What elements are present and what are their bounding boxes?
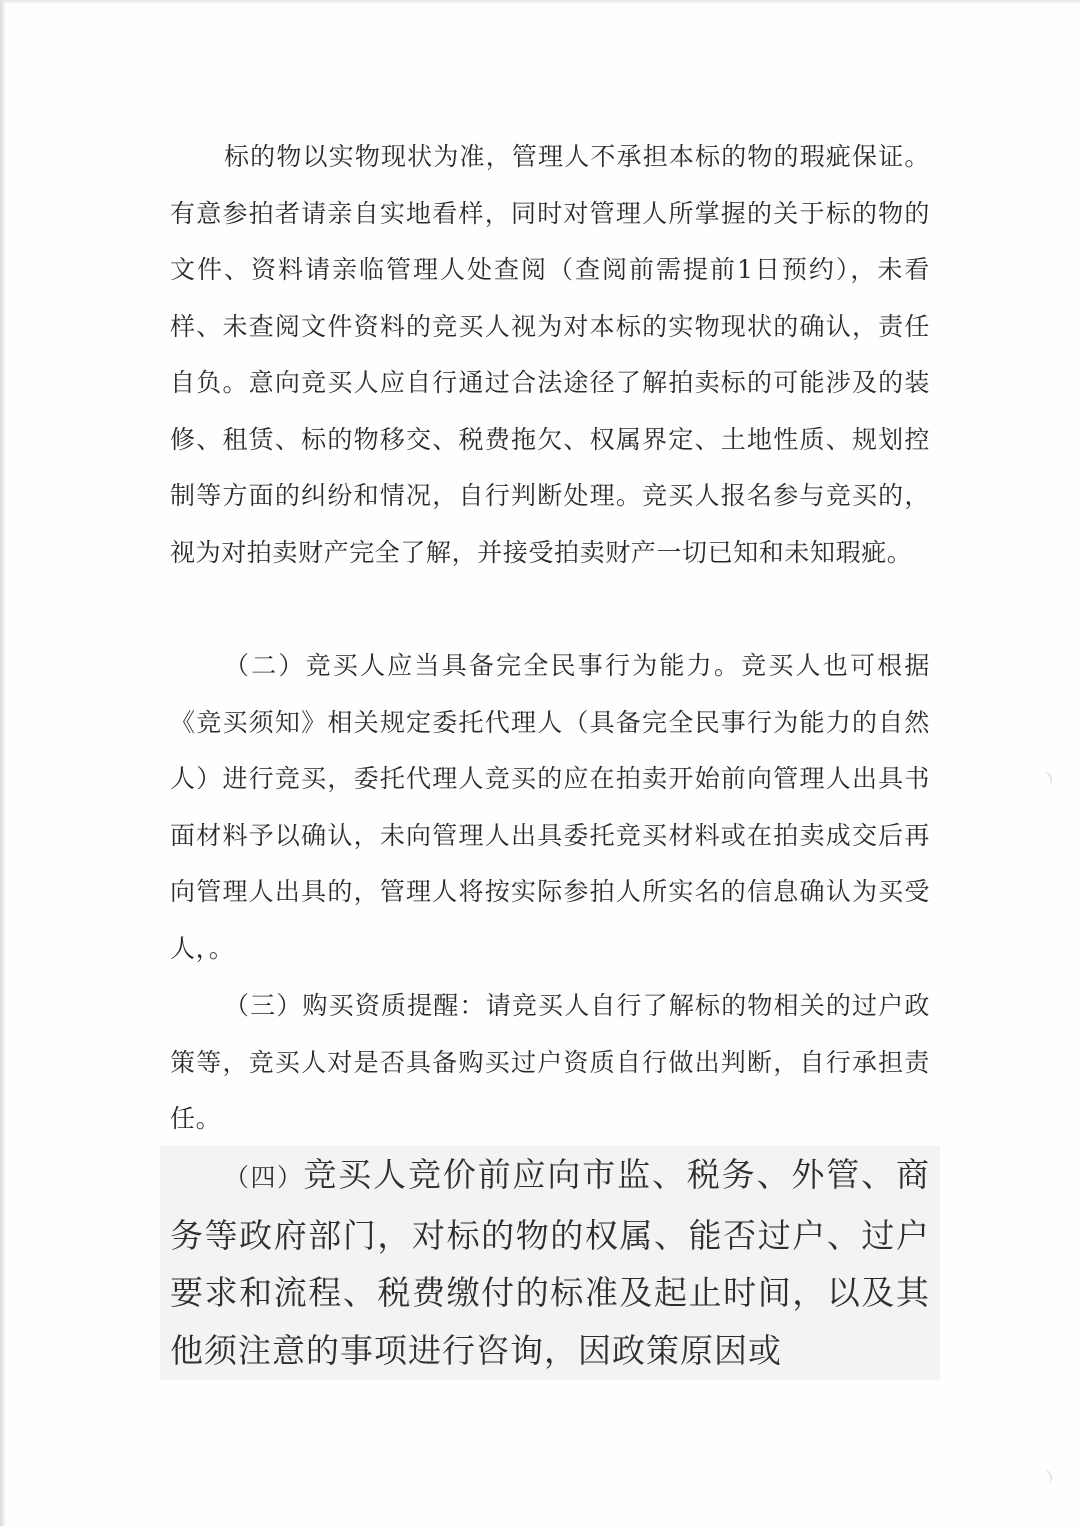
- paragraph-4-body: 竞买人竞价前应向市监、税务、外管、商务等政府部门，对标的物的权属、能否过户、过户要求和流程、税费缴付的标准及起止时间，以及其他须注意的事项进行咨询，因政策原因或: [170, 1155, 930, 1370]
- paragraph-4: [170, 1146, 930, 1379]
- paragraph-3-block: [170, 978, 930, 1148]
- paragraph-1: 标的物以实物现状为准，管理人不承担本标的物的瑕疵保证。有意参拍者请亲自实地看样，同时对管理人所掌握的关于标的物的文件、资料请亲临管理人处查阅（查阅前需提前1日预约），未看样、未查阅文件资料的竞买人视为对本标的实物现状的确认，责任自负。意向竞买人应自行通过合法途径了解拍卖标的可能涉及的装修、租赁、标的物移交、税费拖欠、权属界定、土地性质、规划控制等方面的纠纷和情况，自行判断处理。竞买人报名参与竞买的，视为对拍卖财产完全了解，并接受拍卖财产一切已知和未知瑕疵。: [170, 142, 930, 567]
- paragraph-2: （二）竞买人应当具备完全民事行为能力。竞买人也可根据《竞买须知》相关规定委托代理人（具备完全民事行为能力的自然人）进行竞买，委托代理人竞买的应在拍卖开始前向管理人出具书面材料予以确认，未向管理人出具委托竞买材料或在拍卖成交后再向管理人出具的，管理人将按实际参拍人所实名的信息确认为买受人，。: [170, 651, 930, 963]
- paragraph-1-block: [170, 129, 930, 581]
- scan-top-shadow: [0, 0, 1080, 4]
- paragraph-4-lead: （四）: [224, 1163, 304, 1192]
- paragraph-3: （三）购买资质提醒：请竞买人自行了解标的物相关的过户政策等，竞买人对是否具备购买过户资质自行做出判断，自行承担责任。: [170, 991, 930, 1133]
- paragraph-4-block: [170, 1146, 930, 1379]
- scan-speck: [1038, 1468, 1054, 1485]
- scan-speck: [1038, 770, 1054, 787]
- scan-edge-shadow: [0, 0, 6, 1526]
- paragraph-2-block: [170, 638, 930, 977]
